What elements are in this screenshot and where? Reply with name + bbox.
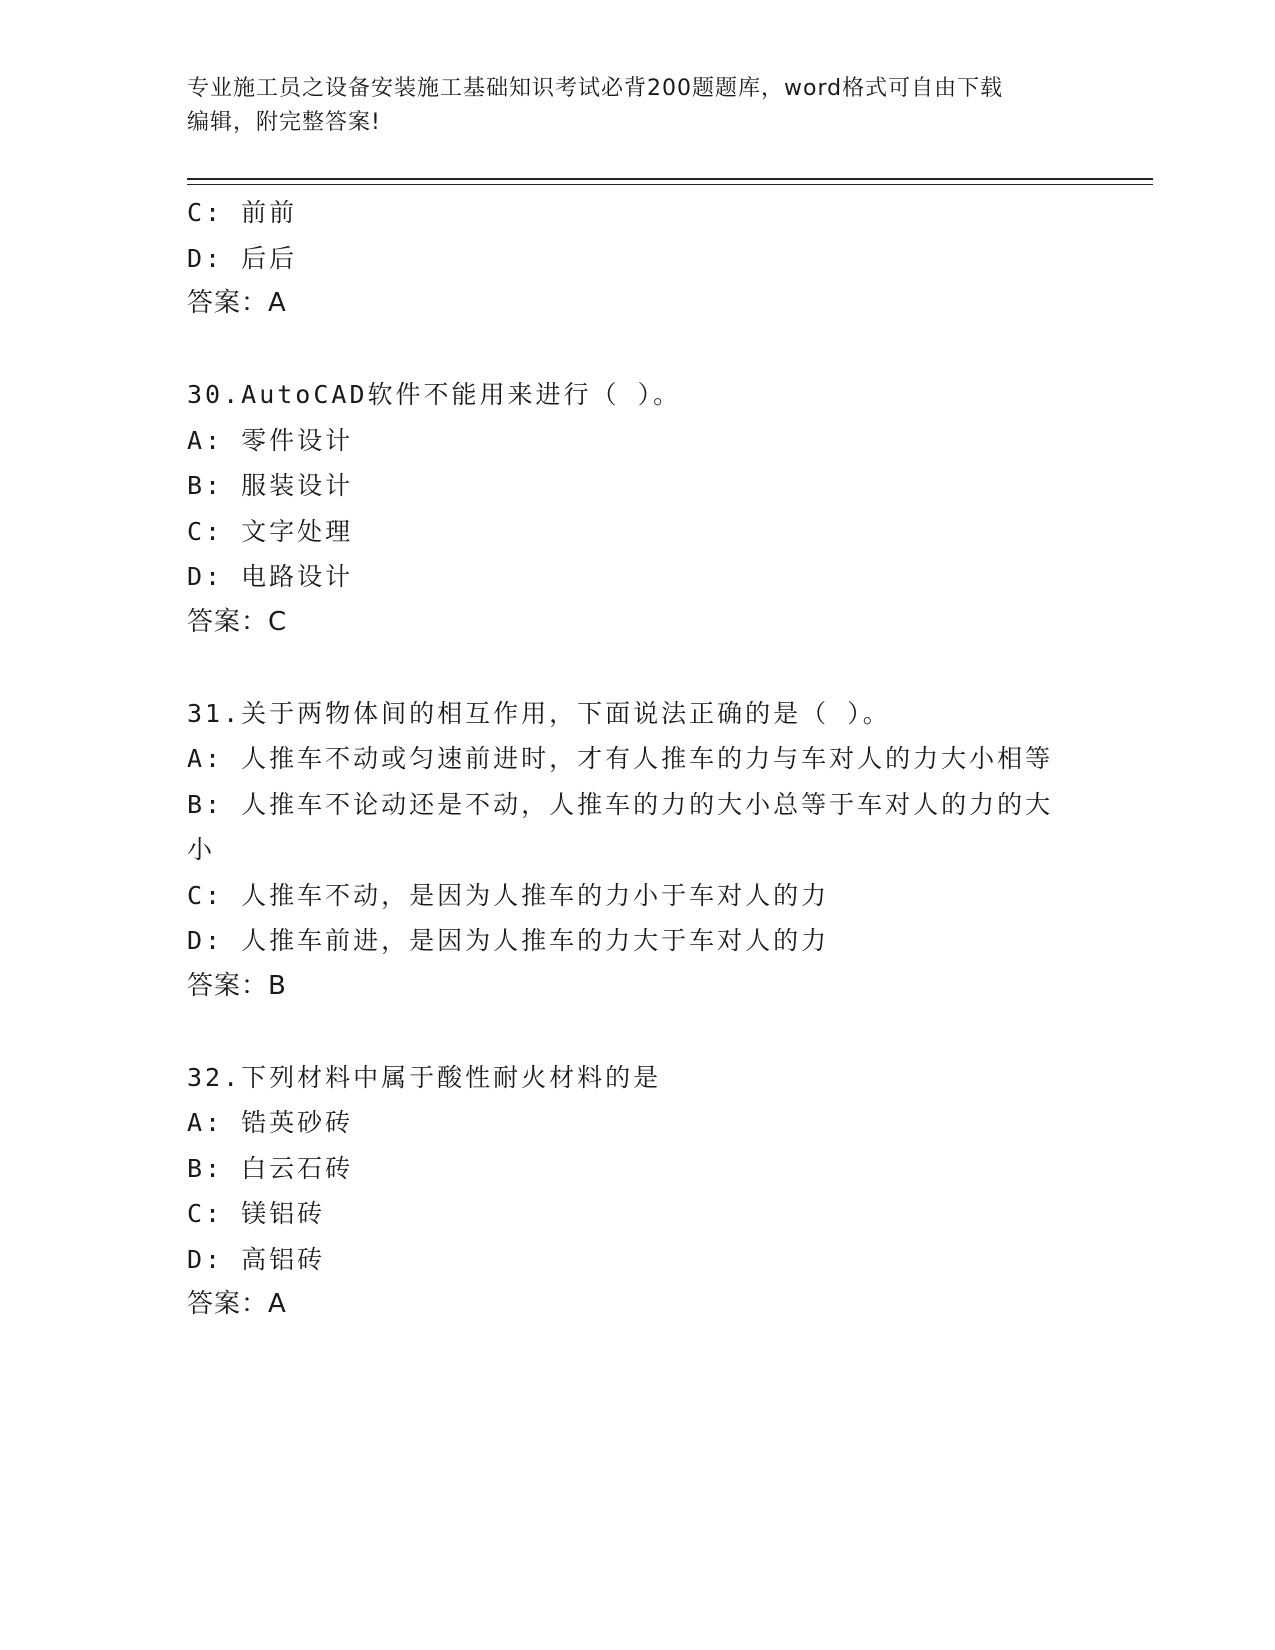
answer-label: 答案：C bbox=[187, 606, 288, 637]
header-title-line-2: 编辑，附完整答案! bbox=[187, 110, 381, 135]
question-text: 31.关于两物体间的相互作用，下面说法正确的是（ ）。 bbox=[187, 698, 891, 728]
option-b: B: 服装设计 bbox=[187, 471, 354, 500]
question-31 bbox=[187, 691, 1087, 1010]
spacer bbox=[187, 1009, 1087, 1055]
answer-label: 答案：B bbox=[187, 970, 287, 1001]
option-d: D: 后后 bbox=[187, 243, 298, 273]
answer-label: 答案：A bbox=[187, 288, 287, 318]
option-d: D: 电路设计 bbox=[187, 562, 354, 591]
question-30 bbox=[187, 372, 1087, 645]
option-b: B: 白云石砖 bbox=[187, 1153, 354, 1183]
question-text: 32.下列材料中属于酸性耐火材料的是 bbox=[187, 1062, 662, 1092]
option-a: A: 锆英砂砖 bbox=[187, 1108, 354, 1137]
question-list bbox=[187, 190, 1087, 1328]
header-divider-thin bbox=[187, 184, 1153, 185]
option-a: A: 零件设计 bbox=[187, 425, 354, 455]
header-divider-thick bbox=[187, 178, 1153, 180]
option-c: C: 前前 bbox=[187, 198, 298, 227]
answer-label: 答案：A bbox=[187, 1289, 287, 1319]
question-32 bbox=[187, 1055, 1087, 1328]
spacer bbox=[187, 645, 1087, 691]
option-c: C: 文字处理 bbox=[187, 516, 354, 546]
question-29-tail bbox=[187, 190, 1087, 327]
header-title-line-1: 专业施工员之设备安装施工基础知识考试必背200题题库，word格式可自由下载 bbox=[187, 76, 1004, 101]
option-d: D: 人推车前进，是因为人推车的力大于车对人的力 bbox=[187, 926, 830, 955]
option-b-line-2: 小 bbox=[187, 835, 216, 864]
option-c: C: 人推车不动，是因为人推车的力小于车对人的力 bbox=[187, 880, 830, 910]
option-a: A: 人推车不动或匀速前进时，才有人推车的力与车对人的力大小相等 bbox=[187, 744, 1054, 773]
option-d: D: 高铝砖 bbox=[187, 1244, 326, 1274]
spacer bbox=[187, 327, 1087, 373]
document-header bbox=[187, 72, 1087, 140]
question-text: 30.AutoCAD软件不能用来进行（ ）。 bbox=[187, 380, 682, 409]
option-c: C: 镁铝砖 bbox=[187, 1199, 326, 1228]
option-b-line-1: B: 人推车不论动还是不动，人推车的力的大小总等于车对人的力的大 bbox=[187, 789, 1054, 819]
